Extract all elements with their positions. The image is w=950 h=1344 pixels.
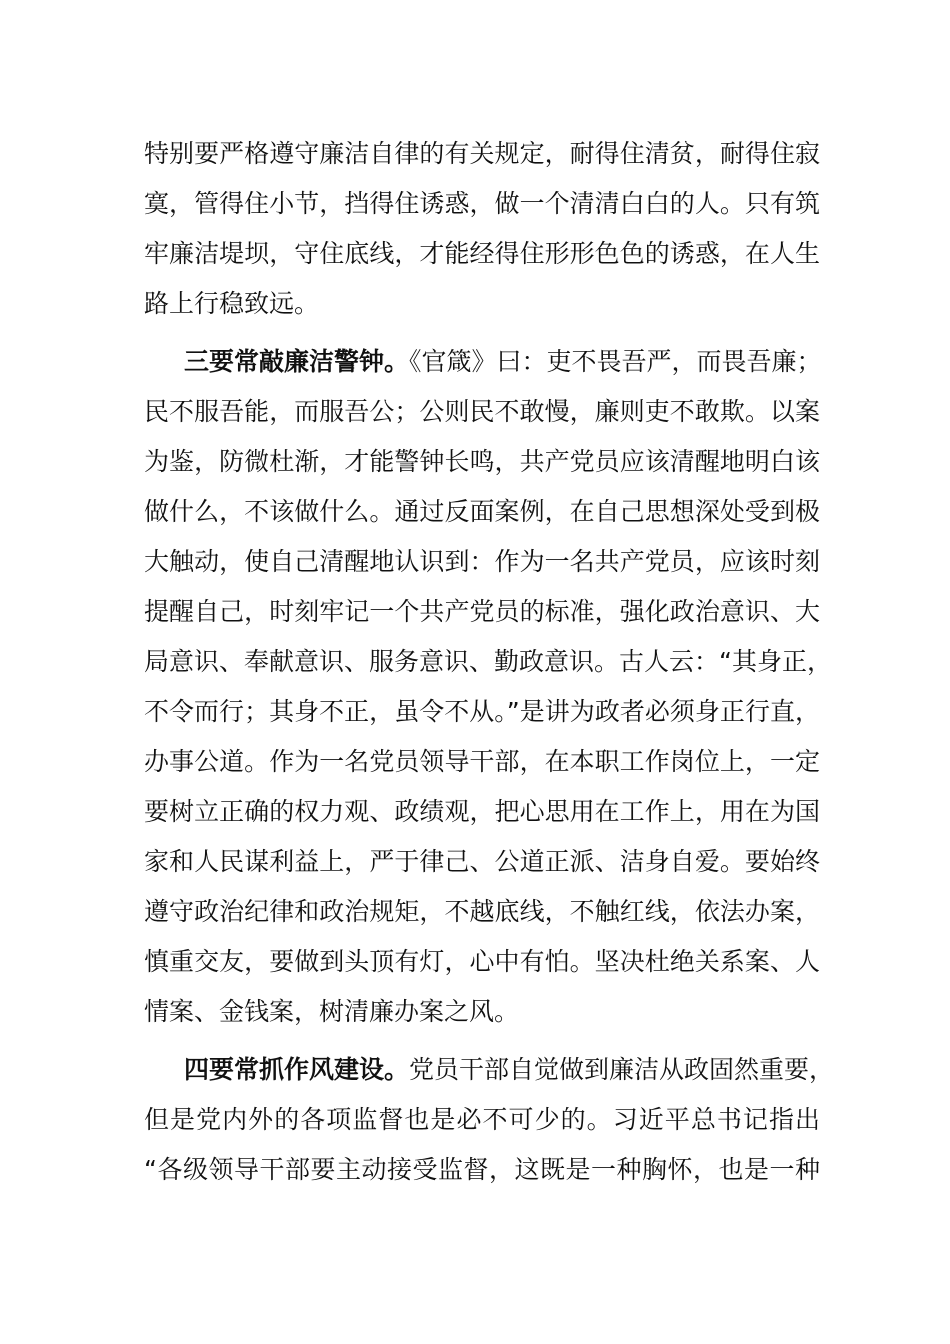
paragraph-heading: 四要常抓作风建设。 bbox=[184, 1055, 410, 1084]
text-line: 不令而行；其身不正，虽令不从。”是讲为政者必须身正行直， bbox=[144, 697, 820, 726]
text-line: 遵守政治纪律和政治规矩，不越底线，不触红线，依法办案， bbox=[144, 897, 820, 926]
text-line: 家和人民谋利益上，严于律己、公道正派、洁身自爱。要始终 bbox=[144, 847, 820, 876]
text-line: 为鉴，防微杜渐，才能警钟长鸣，共产党员应该清醒地明白该 bbox=[144, 447, 820, 476]
text-line: 局意识、奉献意识、服务意识、勤政意识。古人云：“其身正， bbox=[144, 647, 832, 676]
text-line: 做什么，不该做什么。通过反面案例，在自己思想深处受到极 bbox=[144, 497, 820, 526]
text-line: 提醒自己，时刻牢记一个共产党员的标准，强化政治意识、大 bbox=[144, 597, 820, 626]
text-line: 民不服吾能，而服吾公；公则民不敢慢，廉则吏不敢欺。以案 bbox=[144, 397, 820, 426]
text-span: 《官箴》曰：吏不畏吾严，而畏吾廉； bbox=[409, 347, 822, 376]
text-line: 大触动，使自己清醒地认识到：作为一名共产党员，应该时刻 bbox=[144, 547, 820, 576]
paragraph-3 bbox=[144, 1045, 835, 1195]
text-line: 要树立正确的权力观、政绩观，把心思用在工作上，用在为国 bbox=[144, 797, 820, 826]
paragraph-1 bbox=[144, 129, 820, 329]
text-line: 慎重交友，要做到头顶有灯，心中有怕。坚决杜绝关系案、人 bbox=[144, 947, 820, 976]
text-line: “各级领导干部要主动接受监督，这既是一种胸怀，也是一种 bbox=[144, 1155, 820, 1184]
text-line: 路上行稳致远。 bbox=[144, 289, 320, 318]
document-body bbox=[144, 129, 835, 1195]
text-line bbox=[144, 337, 820, 387]
paragraph-heading: 三要常敲廉洁警钟。 bbox=[184, 347, 410, 376]
text-line: 情案、金钱案，树清廉办案之风。 bbox=[144, 997, 520, 1026]
text-span: 党员干部自觉做到廉洁从政固然重要， bbox=[409, 1055, 835, 1084]
paragraph-gap bbox=[144, 1037, 820, 1045]
paragraph-2 bbox=[144, 337, 832, 1037]
paragraph-gap bbox=[144, 329, 820, 337]
text-line: 寞，管得住小节，挡得住诱惑，做一个清清白白的人。只有筑 bbox=[144, 189, 820, 218]
text-line: 办事公道。作为一名党员领导干部，在本职工作岗位上，一定 bbox=[144, 747, 820, 776]
text-line: 牢廉洁堤坝，守住底线，才能经得住形形色色的诱惑，在人生 bbox=[144, 239, 820, 268]
text-line bbox=[144, 1045, 835, 1095]
text-line: 但是党内外的各项监督也是必不可少的。习近平总书记指出 bbox=[144, 1105, 820, 1134]
text-line: 特别要严格遵守廉洁自律的有关规定，耐得住清贫，耐得住寂 bbox=[144, 139, 820, 168]
